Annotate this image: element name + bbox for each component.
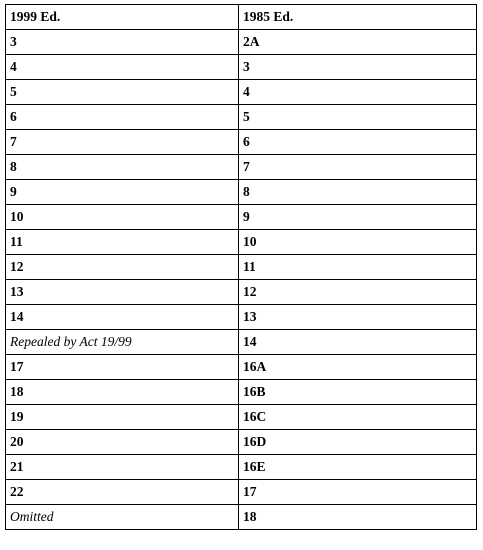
cell-1985-ed: 7 [239, 155, 477, 180]
table-row [6, 130, 477, 155]
correspondence-table [5, 4, 477, 530]
table-header-row [6, 5, 477, 30]
table-row [6, 105, 477, 130]
cell-1985-ed: 16D [239, 430, 477, 455]
table-row [6, 480, 477, 505]
table-row [6, 330, 477, 355]
cell-1985-ed: 16C [239, 405, 477, 430]
cell-1999-ed: 11 [6, 230, 239, 255]
cell-1985-ed: 6 [239, 130, 477, 155]
table-row [6, 280, 477, 305]
cell-1999-ed: 19 [6, 405, 239, 430]
table-row [6, 155, 477, 180]
table-row [6, 205, 477, 230]
cell-1999-ed: Omitted [6, 505, 239, 530]
table-row [6, 30, 477, 55]
table-row [6, 55, 477, 80]
table-row [6, 430, 477, 455]
cell-1999-ed: 18 [6, 380, 239, 405]
cell-1999-ed: 17 [6, 355, 239, 380]
cell-1985-ed: 10 [239, 230, 477, 255]
cell-1985-ed: 9 [239, 205, 477, 230]
table-row [6, 505, 477, 530]
table-row [6, 80, 477, 105]
table-row [6, 255, 477, 280]
table-row [6, 305, 477, 330]
table-row [6, 405, 477, 430]
header-1985-ed: 1985 Ed. [239, 5, 477, 30]
cell-1999-ed: 3 [6, 30, 239, 55]
cell-1985-ed: 12 [239, 280, 477, 305]
table-row [6, 355, 477, 380]
cell-1985-ed: 5 [239, 105, 477, 130]
table-row [6, 230, 477, 255]
cell-1999-ed: 9 [6, 180, 239, 205]
cell-1985-ed: 17 [239, 480, 477, 505]
cell-1985-ed: 4 [239, 80, 477, 105]
cell-1985-ed: 13 [239, 305, 477, 330]
cell-1985-ed: 11 [239, 255, 477, 280]
cell-1999-ed: 14 [6, 305, 239, 330]
cell-1999-ed: 5 [6, 80, 239, 105]
cell-1985-ed: 2A [239, 30, 477, 55]
cell-1985-ed: 16A [239, 355, 477, 380]
cell-1999-ed: 8 [6, 155, 239, 180]
cell-1999-ed: 21 [6, 455, 239, 480]
table-row [6, 180, 477, 205]
cell-1999-ed: 20 [6, 430, 239, 455]
cell-1999-ed: 6 [6, 105, 239, 130]
cell-1999-ed: 13 [6, 280, 239, 305]
cell-1999-ed: Repealed by Act 19/99 [6, 330, 239, 355]
table-row [6, 455, 477, 480]
cell-1985-ed: 18 [239, 505, 477, 530]
header-1999-ed: 1999 Ed. [6, 5, 239, 30]
table-row [6, 380, 477, 405]
cell-1999-ed: 4 [6, 55, 239, 80]
cell-1985-ed: 3 [239, 55, 477, 80]
cell-1985-ed: 16B [239, 380, 477, 405]
cell-1985-ed: 8 [239, 180, 477, 205]
cell-1999-ed: 12 [6, 255, 239, 280]
cell-1999-ed: 7 [6, 130, 239, 155]
cell-1999-ed: 22 [6, 480, 239, 505]
cell-1999-ed: 10 [6, 205, 239, 230]
cell-1985-ed: 16E [239, 455, 477, 480]
cell-1985-ed: 14 [239, 330, 477, 355]
